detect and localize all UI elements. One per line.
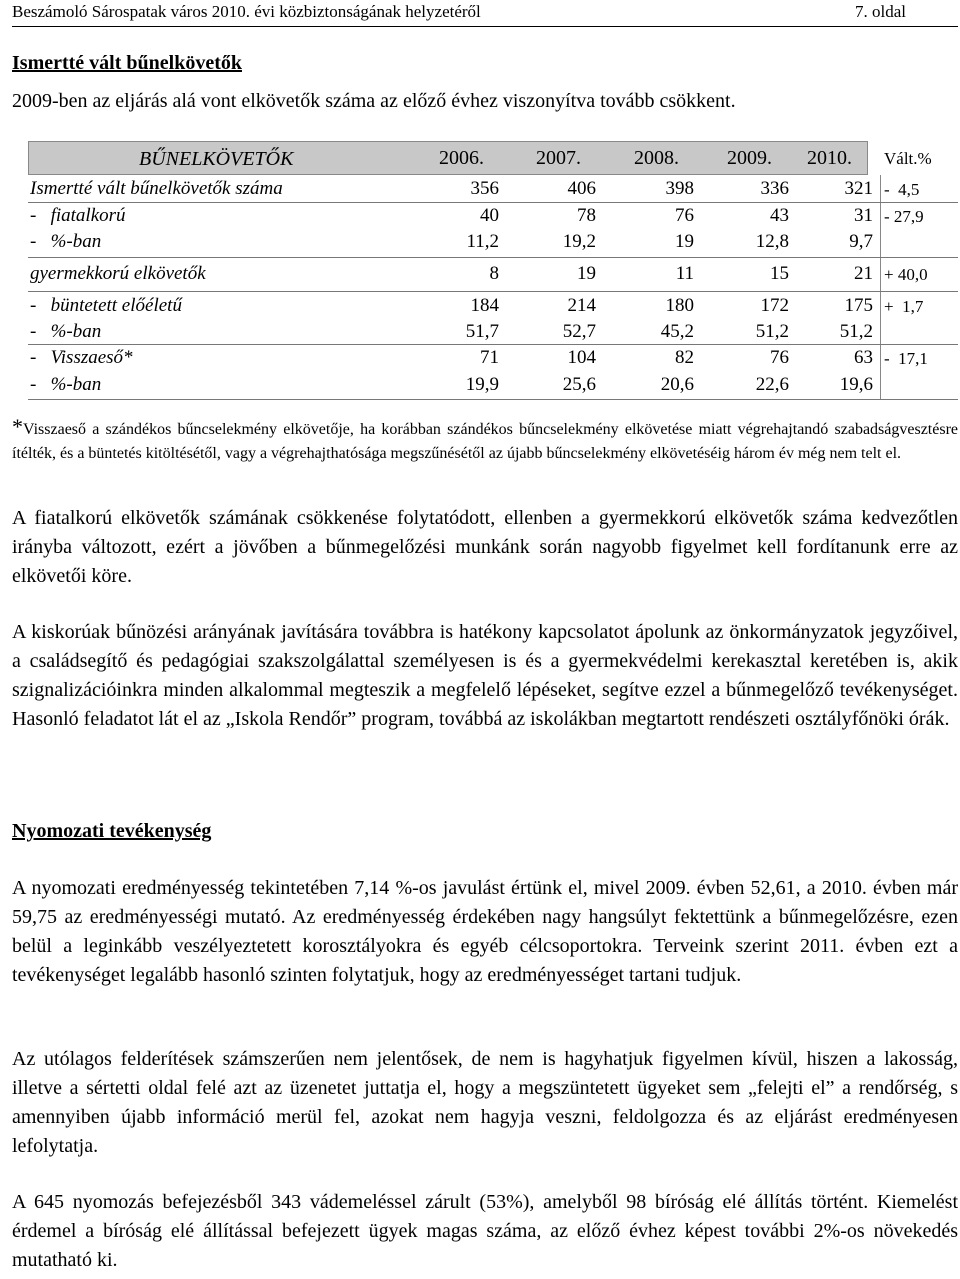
year-header: 2007. [536, 147, 581, 169]
table-cell: 11 [675, 263, 694, 284]
table-cell: 22,6 [755, 374, 789, 395]
table-cell: 19 [577, 263, 596, 284]
table-cell: 398 [665, 178, 694, 199]
table-cell: 76 [675, 205, 694, 226]
section-heading-investigation: Nyomozati tevékenység [12, 820, 212, 842]
table-cell: 19 [675, 231, 694, 252]
table-cell: 184 [470, 295, 499, 316]
table-cell: 76 [770, 347, 789, 368]
table-cell: 63 [854, 347, 873, 368]
row-label: - fiatalkorú [30, 205, 126, 226]
table-cell: 8 [489, 263, 499, 284]
table-rule [28, 344, 958, 345]
table-cell: 19,6 [839, 374, 873, 395]
table-cell: 180 [665, 295, 694, 316]
year-header: 2009. [727, 147, 772, 169]
year-header: 2008. [634, 147, 679, 169]
intro-sentence: 2009-ben az eljárás alá vont elkövetők száma az előző évhez viszonyítva tovább csökkent. [12, 90, 736, 112]
table-cell: 15 [770, 263, 789, 284]
change-header: Vált.% [884, 149, 932, 168]
table-cell: 19,9 [465, 374, 499, 395]
change-cell: - 4,5 [884, 180, 920, 199]
row-label: - %-ban [30, 231, 102, 252]
table-cell: 82 [675, 347, 694, 368]
table-cell: 51,2 [755, 321, 789, 342]
table-cell: 12,8 [755, 231, 789, 252]
table-cell: 172 [760, 295, 789, 316]
table-rule [28, 202, 958, 203]
table-cell: 71 [480, 347, 499, 368]
row-label: - %-ban [30, 321, 102, 342]
row-label: Ismertté vált bűnelkövetők száma [30, 178, 283, 199]
change-cell: + 1,7 [884, 297, 924, 316]
paragraph: A kiskorúak bűnözési arányának javítására továbbra is hatékony kapcsolatot ápolunk az önkormányzatok jegyzőivel, a családsegítő és pedagógiai szakszolgálattal személyesen is és a gyermekvédelmi kerekasztal keretében is, akik szignalizációinkra minden alkalommal megteszik a megfelelő lépéseket, segítve ezzel a bűnmegelőző tevékenységet. Hasonló feladatot lát el az „Iskola Rendőr” program, továbbá az iskolákban megtartott rendészeti osztályfőnöki órák. [12, 621, 958, 730]
row-label: gyermekkorú elkövetők [30, 263, 206, 284]
table-cell: 31 [854, 205, 873, 226]
row-label: - %-ban [30, 374, 102, 395]
paragraph: A 645 nyomozás befejezésből 343 vádemeléssel zárult (53%), amelyből 98 bíróság elé állítás történt. Kiemelést érdemel a bíróság elé állítással befejezett ügyek magas száma, az előző évhez képest további 2%-os növekedés mutatható ki. [12, 1191, 958, 1271]
table-cell: 51,2 [839, 321, 873, 342]
table-cell: 175 [844, 295, 873, 316]
table-cell: 336 [760, 178, 789, 199]
change-cell: + 40,0 [884, 265, 928, 284]
table-title: BŰNELKÖVETŐK [139, 148, 294, 170]
table-cell: 321 [844, 178, 873, 199]
table-rule [28, 257, 958, 258]
table-cell: 52,7 [562, 321, 596, 342]
table-cell: 43 [770, 205, 789, 226]
footnote [12, 415, 958, 466]
table-rule [28, 291, 958, 292]
page-header [12, 0, 958, 27]
table-cell: 19,2 [562, 231, 596, 252]
table-cell: 78 [577, 205, 596, 226]
section-heading-offenders: Ismertté vált bűnelkövetők [12, 52, 242, 74]
change-column-divider [880, 175, 881, 400]
table-cell: 11,2 [466, 231, 499, 252]
paragraph: A fiatalkorú elkövetők számának csökkenése folytatódott, ellenben a gyermekkorú elkövetők száma kedvezőtlen irányba változott, ezért a jövőben a bűnmegelőzési munkánk során nagyobb figyelmet kell fordítanunk erre az elkövetői köre. [12, 507, 958, 587]
header-title: Beszámoló Sárospatak város 2010. évi közbiztonságának helyzetéről [12, 2, 481, 21]
change-cell: - 17,1 [884, 349, 928, 368]
table-rule [28, 399, 958, 400]
table-cell: 214 [567, 295, 596, 316]
footnote-text: Visszaeső a szándékos bűncselekmény elkövetője, ha korábban szándékos bűncselekmény elkövetése miatt végrehajtandó szabadságvesztésre ítélték, és a büntetés kitöltésétől, vagy a végrehajthatósága megszűnésétől az újabb bűncselekmény elkövetéséig három év még nem telt el. [12, 421, 958, 462]
table-cell: 9,7 [849, 231, 873, 252]
table-cell: 45,2 [660, 321, 694, 342]
footnote-marker: * [12, 414, 23, 439]
table-cell: 406 [567, 178, 596, 199]
page-number: 7. oldal [855, 2, 906, 21]
table-cell: 356 [470, 178, 499, 199]
table-cell: 51,7 [465, 321, 499, 342]
paragraph: A nyomozati eredményesség tekintetében 7,14 %-os javulást értünk el, mivel 2009. évben 52,61, a 2010. évben már 59,75 az eredményességi mutató. Az eredményesség érdekében nagy hangsúlyt fektettünk a bűnmegelőzésre, ezen belül a leginkább veszélyeztetett korosztályokra és egyéb célcsoportokra. Terveink szerint 2011. évben ezt a tevékenységet legalább hasonló szinten folytatjuk, hogy az eredményességet tartani tudjuk. [12, 877, 958, 986]
table-cell: 25,6 [562, 374, 596, 395]
row-label: - büntetett előéletű [30, 295, 182, 316]
table-cell: 40 [480, 205, 499, 226]
table-cell: 20,6 [660, 374, 694, 395]
paragraph: Az utólagos felderítések számszerűen nem jelentősek, de nem is hagyhatjuk figyelmen kívül, hiszen a lakosság, illetve a sértetti oldal felé azt az üzenetet juttatja el, hogy a megszüntetett ügyeket sem „felejti el” a rendőrség, s amennyiben újabb információ merül fel, azokat nem hagyja veszni, feldolgozza és az eljárást eredményesen lefolytatja. [12, 1048, 958, 1157]
table-cell: 104 [567, 347, 596, 368]
year-header: 2006. [439, 147, 484, 169]
row-label: - Visszaeső* [30, 347, 133, 368]
table-cell: 21 [854, 263, 873, 284]
year-header: 2010. [807, 147, 852, 169]
change-cell: - 27,9 [884, 207, 924, 226]
